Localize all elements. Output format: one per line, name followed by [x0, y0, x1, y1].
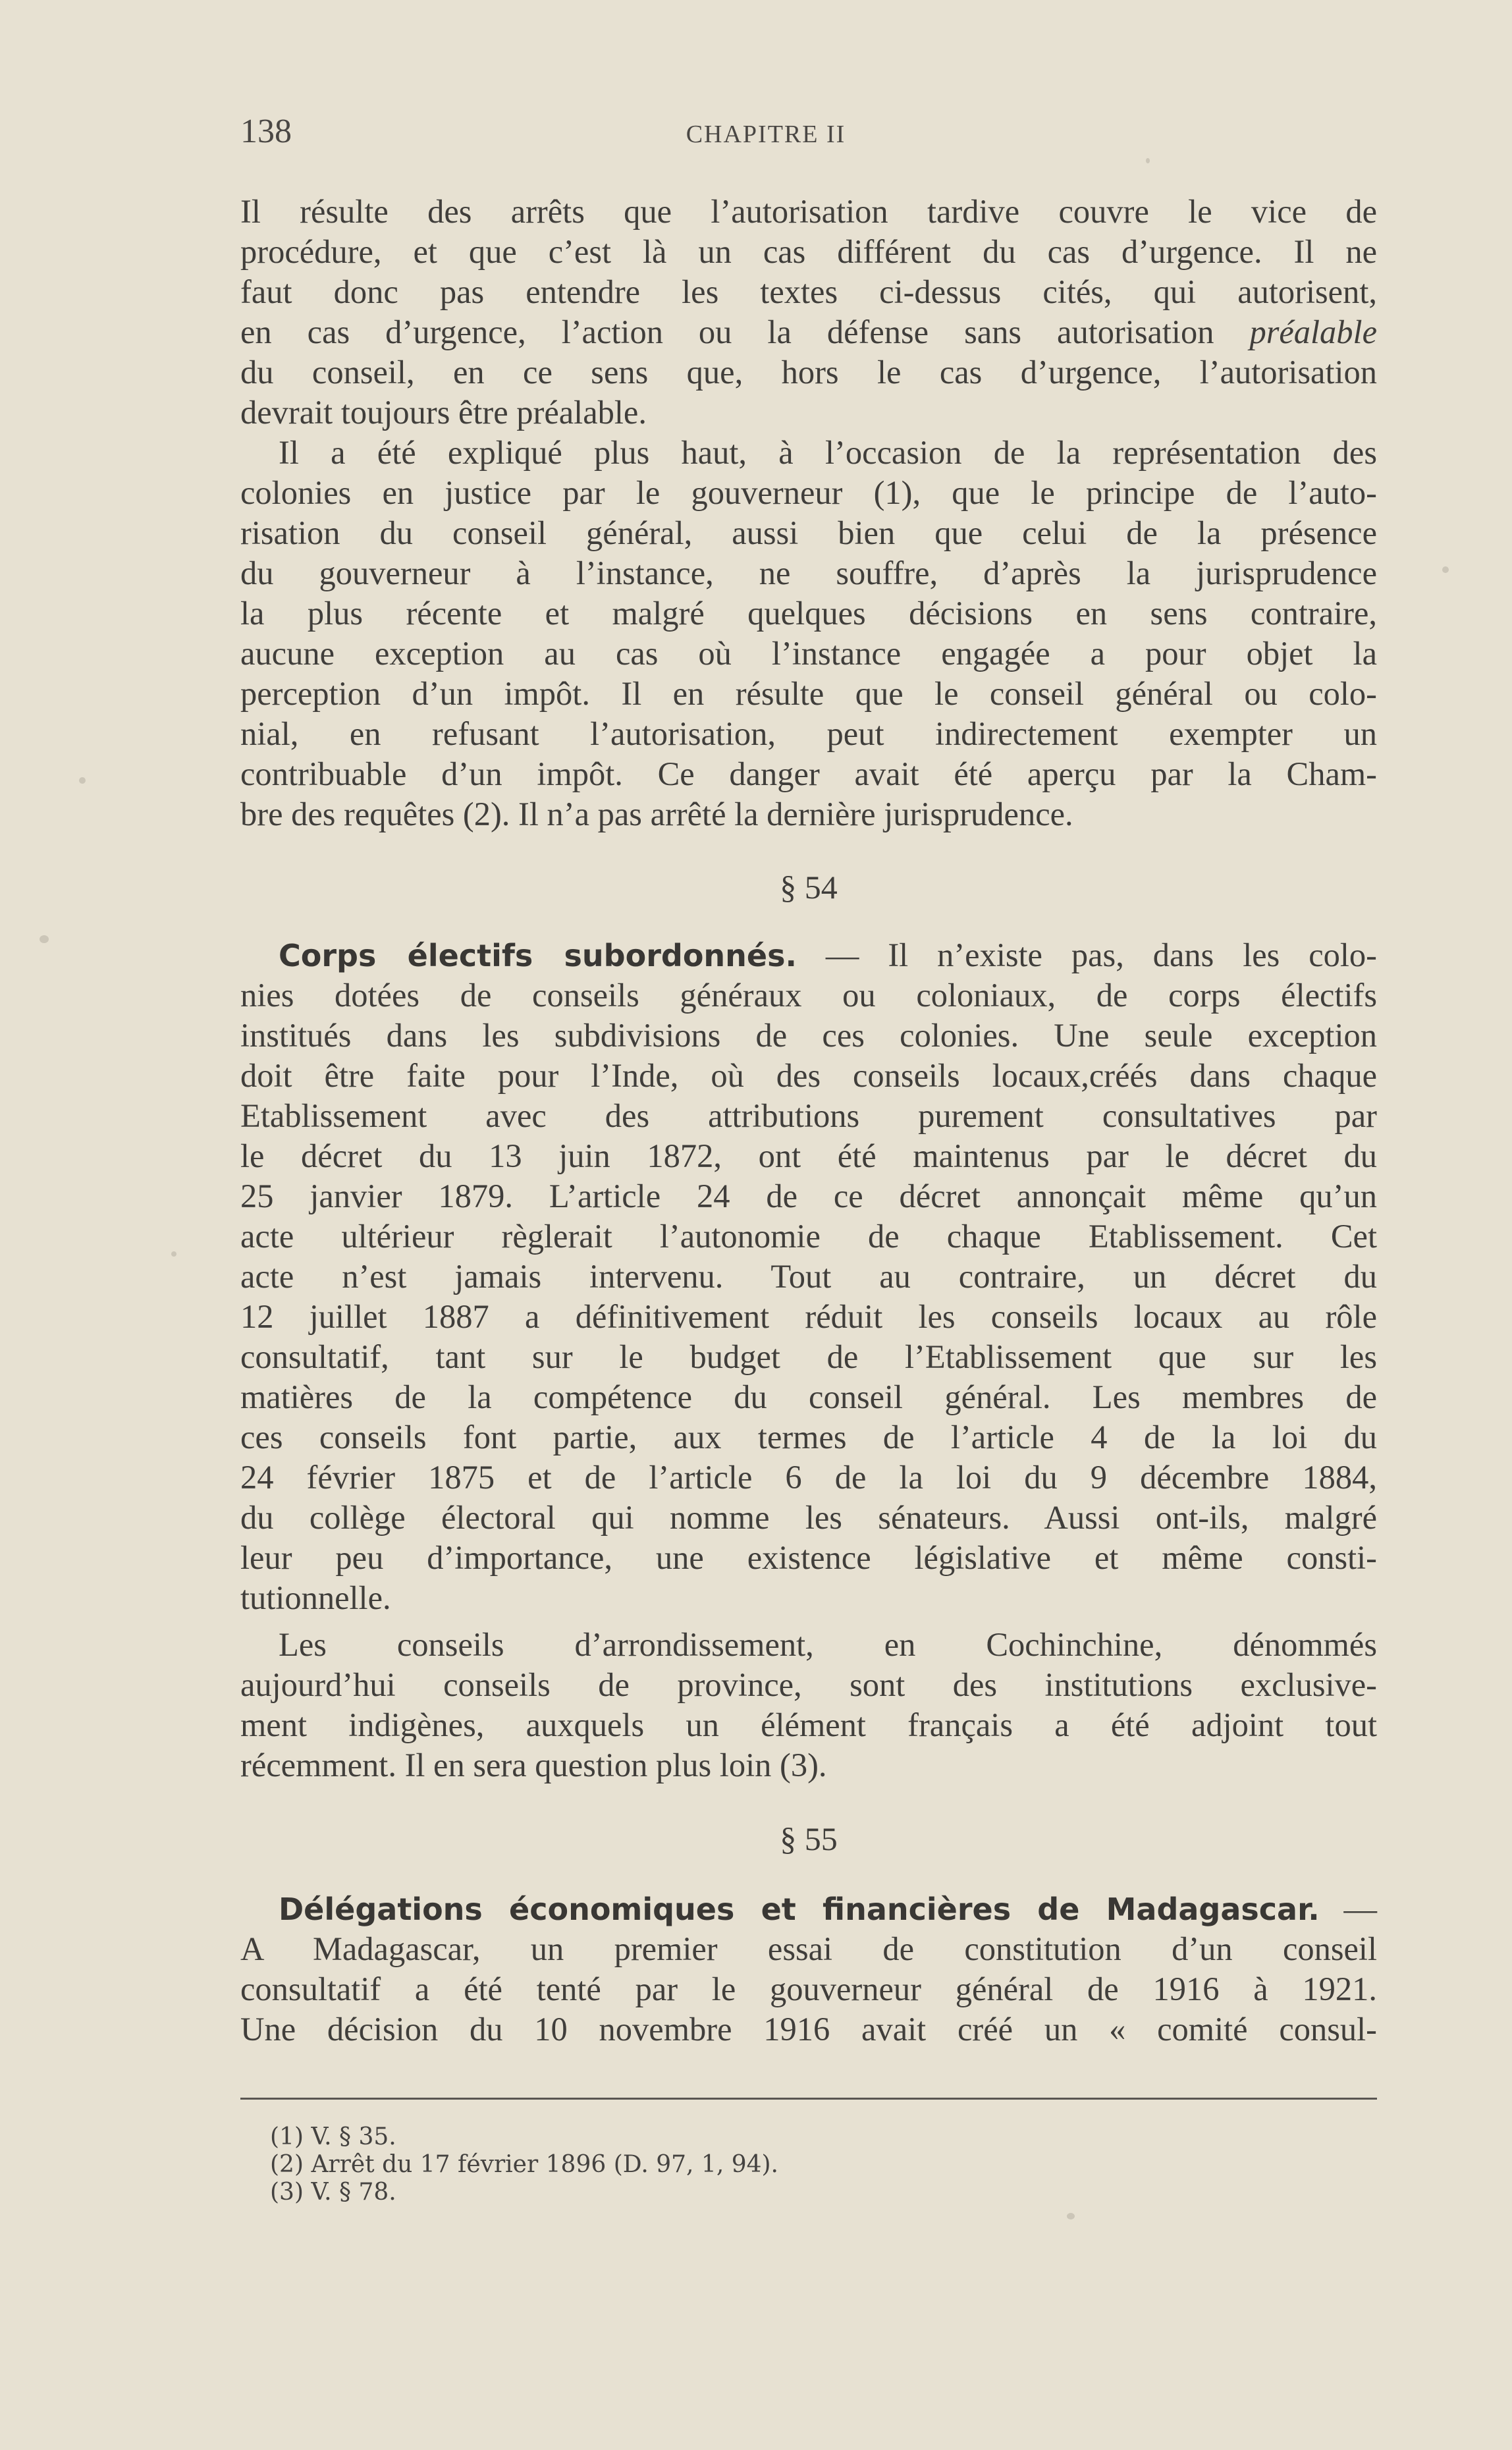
- text-line: ces conseils font partie, aux termes de l’article 4 de la loi du: [240, 1419, 1377, 1456]
- paper-speck: [1067, 2213, 1075, 2219]
- paper-speck: [79, 777, 86, 784]
- text-line: acte ultérieur règlerait l’autonomie de chaque Etablissement. Cet: [240, 1218, 1377, 1255]
- text-line: du collège électoral qui nomme les sénateurs. Aussi ont-ils, malgré: [240, 1499, 1377, 1536]
- text-line: 12 juillet 1887 a définitivement réduit les conseils locaux au rôle: [240, 1298, 1377, 1335]
- text-line: du gouverneur à l’instance, ne souffre, d’après la jurisprudence: [240, 555, 1377, 591]
- text-segment: —: [1319, 1890, 1377, 1927]
- text-line: Les conseils d’arrondissement, en Cochinchine, dénommés: [279, 1626, 1377, 1663]
- paper-speck: [171, 1251, 176, 1257]
- footnote: (3) V. § 78.: [270, 2179, 396, 2206]
- text-line: acte n’est jamais intervenu. Tout au contraire, un décret du: [240, 1258, 1377, 1295]
- text-line: ment indigènes, auxquels un élément français a été adjoint tout: [240, 1706, 1377, 1743]
- section-mark-54: § 54: [780, 869, 838, 906]
- text-line: faut donc pas entendre les textes ci-dessus cités, qui autorisent,: [240, 273, 1377, 310]
- text-segment: en cas d’urgence, l’action ou la défense sans autorisation: [240, 313, 1250, 350]
- text-line: 25 janvier 1879. L’article 24 de ce décret annonçait même qu’un: [240, 1178, 1377, 1214]
- text-line: [240, 312, 1377, 352]
- paragraph-arrets: [240, 192, 1377, 433]
- text-line: [240, 1889, 1377, 1929]
- text-line: matières de la compétence du conseil général. Les membres de: [240, 1378, 1377, 1415]
- text-line: Il a été expliqué plus haut, à l’occasion de la représentation des: [279, 434, 1377, 471]
- italic-word: préalable: [1249, 313, 1377, 350]
- text-line: récemment. Il en sera question plus loin (3).: [240, 1747, 827, 1783]
- text-line: 24 février 1875 et de l’article 6 de la loi du 9 décembre 1884,: [240, 1459, 1377, 1496]
- text-line: contribuable d’un impôt. Ce danger avait été aperçu par la Cham-: [240, 755, 1377, 792]
- section-54-body: [240, 935, 1377, 1618]
- text-line: Il résulte des arrêts que l’autorisation tardive couvre le vice de: [240, 193, 1377, 230]
- paper-speck: [40, 935, 49, 943]
- footnote: (1) V. § 35.: [270, 2123, 396, 2150]
- text-line: risation du conseil général, aussi bien que celui de la présence: [240, 514, 1377, 551]
- footnotes: [270, 2123, 778, 2206]
- text-line: colonies en justice par le gouverneur (1), que le principe de l’auto-: [240, 474, 1377, 511]
- text-line: devrait toujours être préalable.: [240, 394, 647, 431]
- paragraph-representation: [240, 433, 1377, 834]
- text-line: nial, en refusant l’autorisation, peut indirectement exempter un: [240, 715, 1377, 752]
- text-line: consultatif, tant sur le budget de l’Etablissement que sur les: [240, 1338, 1377, 1375]
- text-line: consultatif a été tenté par le gouverneur général de 1916 à 1921.: [240, 1971, 1377, 2007]
- text-line: doit être faite pour l’Inde, où des conseils locaux,créés dans chaque: [240, 1057, 1377, 1094]
- text-line: aucune exception au cas où l’instance engagée a pour objet la: [240, 635, 1377, 672]
- text-line: aujourd’hui conseils de province, sont des institutions exclusive-: [240, 1666, 1377, 1703]
- text-line: procédure, et que c’est là un cas différent du cas d’urgence. Il ne: [240, 233, 1377, 270]
- paper-speck: [1146, 158, 1150, 163]
- text-line: Etablissement avec des attributions purement consultatives par: [240, 1097, 1377, 1134]
- section-55-body: [240, 1889, 1377, 2050]
- text-line: A Madagascar, un premier essai de constitution d’un conseil: [240, 1930, 1377, 1967]
- page-number: 138: [240, 113, 292, 150]
- text-line: le décret du 13 juin 1872, ont été maintenus par le décret du: [240, 1137, 1377, 1174]
- text-line: bre des requêtes (2). Il n’a pas arrêté la dernière jurisprudence.: [240, 796, 1073, 832]
- footnote: (2) Arrêt du 17 février 1896 (D. 97, 1, 94).: [270, 2151, 778, 2178]
- text-segment: — Il n’existe pas, dans les colo-: [796, 937, 1377, 973]
- text-line: nies dotées de conseils généraux ou coloniaux, de corps électifs: [240, 977, 1377, 1014]
- text-line: [240, 935, 1377, 975]
- text-line: leur peu d’importance, une existence législative et même consti-: [240, 1539, 1377, 1576]
- footnote-rule: [240, 2098, 1377, 2100]
- text-line: Une décision du 10 novembre 1916 avait créé un « comité consul-: [240, 2011, 1377, 2048]
- text-line: tutionnelle.: [240, 1579, 391, 1616]
- section-heading: Corps électifs subordonnés.: [279, 938, 797, 973]
- text-line: institués dans les subdivisions de ces colonies. Une seule exception: [240, 1017, 1377, 1054]
- text-line: du conseil, en ce sens que, hors le cas d’urgence, l’autorisation: [240, 354, 1377, 391]
- paper-speck: [1442, 566, 1449, 573]
- text-line: la plus récente et malgré quelques décisions en sens contraire,: [240, 595, 1377, 632]
- section-mark-55: § 55: [780, 1820, 838, 1857]
- running-head: CHAPITRE II: [686, 121, 846, 148]
- text-line: perception d’un impôt. Il en résulte que le conseil général ou colo-: [240, 675, 1377, 712]
- page-header: [240, 112, 1377, 158]
- section-heading: Délégations économiques et financières de Madagascar.: [279, 1892, 1320, 1927]
- paragraph-cochinchine: [240, 1625, 1377, 1785]
